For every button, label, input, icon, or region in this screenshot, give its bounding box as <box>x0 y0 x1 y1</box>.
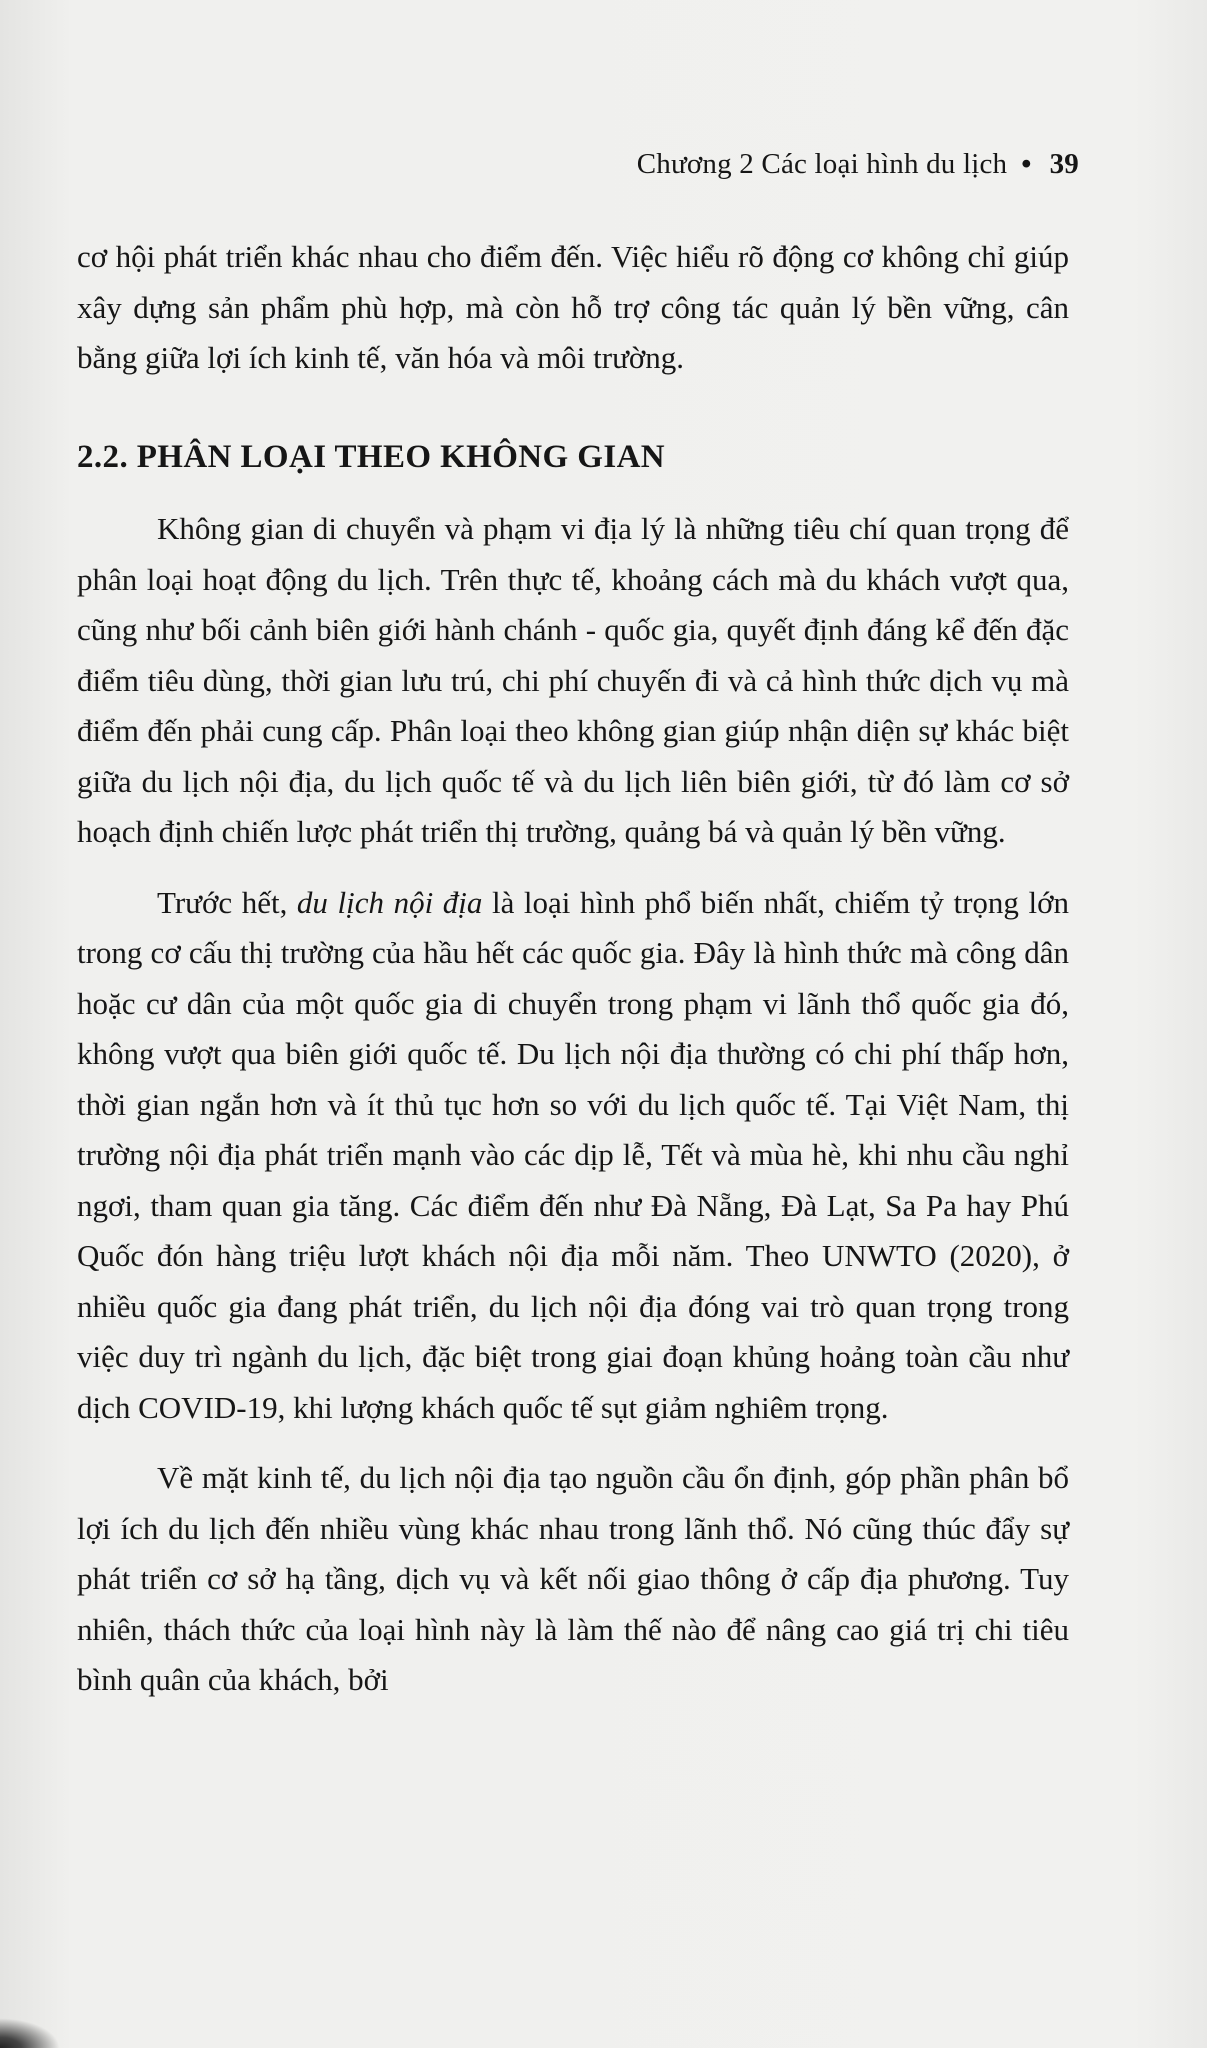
paragraph-2-body: là loại hình phổ biến nhất, chiếm tỷ trọng lớn trong cơ cấu thị trường của hầu hết các quốc gia. Đây là hình thức mà công dân hoặc cư dân của một quốc gia di chuyển trong phạm vi lãnh thổ quốc gia đó, không vượt qua biên giới quốc tế. Du lịch nội địa thường có chi phí thấp hơn, thời gian ngắn hơn và ít thủ tục hơn so với du lịch quốc tế. Tại Việt Nam, thị trường nội địa phát triển mạnh vào các dịp lễ, Tết và mùa hè, khi nhu cầu nghỉ ngơi, tham quan gia tăng. Các điểm đến như Đà Nẵng, Đà Lạt, Sa Pa hay Phú Quốc đón hàng triệu lượt khách nội địa mỗi năm. Theo UNWTO (2020), ở nhiều quốc gia đang phát triển, du lịch nội địa đóng vai trò quan trọng trong việc duy trì ngành du lịch, đặc biệt trong giai đoạn khủng hoảng toàn cầu như dịch COVID-19, khi lượng khách quốc tế sụt giảm nghiêm trọng. <box>77 884 1069 1425</box>
term-domestic-tourism: du lịch nội địa <box>296 884 483 920</box>
page-corner-shadow <box>0 2018 60 2048</box>
intro-paragraph: cơ hội phát triển khác nhau cho điểm đến. Việc hiểu rõ động cơ không chỉ giúp xây dựng sản phẩm phù hợp, mà còn hỗ trợ công tác quản lý bền vững, cân bằng giữa lợi ích kinh tế, văn hóa và môi trường. <box>77 239 1069 375</box>
header-bullet: • <box>1021 148 1032 180</box>
running-header <box>637 148 1079 181</box>
section-heading: 2.2. PHÂN LOẠI THEO KHÔNG GIAN <box>77 438 666 475</box>
paragraph-spatial-classification: Không gian di chuyển và phạm vi địa lý là những tiêu chí quan trọng để phân loại hoạt động du lịch. Trên thực tế, khoảng cách mà du khách vượt qua, cũng như bối cảnh biên giới hành chánh - quốc gia, quyết định đáng kể đến đặc điểm tiêu dùng, thời gian lưu trú, chi phí chuyến đi và cả hình thức dịch vụ mà điểm đến phải cung cấp. Phân loại theo không gian giúp nhận diện sự khác biệt giữa du lịch nội địa, du lịch quốc tế và du lịch liên biên giới, từ đó làm cơ sở hoạch định chiến lược phát triển thị trường, quảng bá và quản lý bền vững. <box>77 511 1069 849</box>
paragraph-domestic-tourism <box>77 878 1069 1434</box>
running-title: Chương 2 Các loại hình du lịch <box>636 148 1008 180</box>
paragraph-2-lead: Trước hết, <box>157 884 297 920</box>
paragraph-economic-aspect: Về mặt kinh tế, du lịch nội địa tạo nguồn cầu ổn định, góp phần phân bổ lợi ích du lịch đến nhiều vùng khác nhau trong lãnh thổ. Nó cũng thúc đẩy sự phát triển cơ sở hạ tầng, dịch vụ và kết nối giao thông ở cấp địa phương. Tuy nhiên, thách thức của loại hình này là làm thế nào để nâng cao giá trị chi tiêu bình quân của khách, bởi <box>77 1460 1069 1697</box>
page-content <box>77 232 1069 1706</box>
page-number: 39 <box>1049 148 1079 180</box>
